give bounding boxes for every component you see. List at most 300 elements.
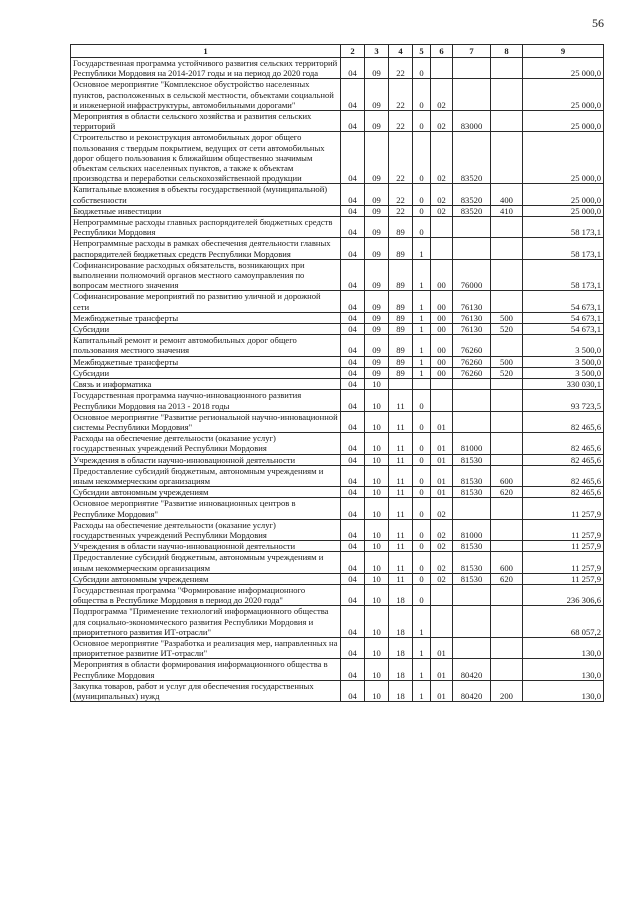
amount-cell: 58 173,1	[523, 238, 604, 259]
code-cell: 89	[389, 238, 413, 259]
code-cell: 10	[365, 379, 389, 390]
code-cell: 600	[491, 552, 523, 573]
code-cell: 500	[491, 312, 523, 323]
amount-cell: 130,0	[523, 659, 604, 680]
amount-cell: 11 257,9	[523, 498, 604, 519]
row-name-cell: Связь и информатика	[71, 379, 341, 390]
code-cell: 01	[431, 454, 453, 465]
row-name-cell: Софинансирование расходных обязательств, возникающих при выполнении полномочий органов местного самоуправления по вопросам местного значения	[71, 259, 341, 291]
table-row	[71, 184, 604, 205]
row-name-cell: Государственная программа "Формирование информационного общества в Республике Мордовия в период до 2020 года"	[71, 584, 341, 605]
code-cell: 10	[365, 606, 389, 638]
amount-cell: 93 723,5	[523, 390, 604, 411]
row-name-cell: Учреждения в области научно-инновационной деятельности	[71, 541, 341, 552]
table-row	[71, 324, 604, 335]
code-cell	[431, 606, 453, 638]
code-cell: 18	[389, 637, 413, 658]
column-header: 1	[71, 45, 341, 58]
code-cell: 09	[365, 205, 389, 216]
code-cell: 04	[341, 312, 365, 323]
table-row	[71, 379, 604, 390]
amount-cell: 25 000,0	[523, 111, 604, 132]
code-cell: 10	[365, 433, 389, 454]
code-cell: 89	[389, 367, 413, 378]
code-cell: 0	[413, 205, 431, 216]
code-cell	[453, 238, 491, 259]
table-row	[71, 637, 604, 658]
code-cell: 04	[341, 238, 365, 259]
code-cell: 1	[413, 291, 431, 312]
code-cell	[431, 238, 453, 259]
amount-cell: 330 030,1	[523, 379, 604, 390]
code-cell: 11	[389, 390, 413, 411]
row-name-cell: Мероприятия в области формирования информационного общества в Республике Мордовия	[71, 659, 341, 680]
code-cell: 83520	[453, 132, 491, 184]
table-row	[71, 606, 604, 638]
code-cell: 0	[413, 184, 431, 205]
row-name-cell: Субсидии автономным учреждениям	[71, 573, 341, 584]
code-cell	[453, 390, 491, 411]
table-row	[71, 205, 604, 216]
table-row	[71, 58, 604, 79]
code-cell: 09	[365, 367, 389, 378]
code-cell: 10	[365, 552, 389, 573]
code-cell: 620	[491, 487, 523, 498]
code-cell: 1	[413, 356, 431, 367]
code-cell	[453, 584, 491, 605]
code-cell	[491, 379, 523, 390]
code-cell: 04	[341, 584, 365, 605]
code-cell: 10	[365, 465, 389, 486]
code-cell: 09	[365, 291, 389, 312]
table-row	[71, 356, 604, 367]
code-cell: 00	[431, 356, 453, 367]
code-cell: 10	[365, 487, 389, 498]
amount-cell: 130,0	[523, 680, 604, 701]
row-name-cell: Бюджетные инвестиции	[71, 205, 341, 216]
budget-table	[70, 44, 604, 702]
code-cell: 01	[431, 487, 453, 498]
code-cell: 04	[341, 637, 365, 658]
code-cell: 02	[431, 79, 453, 111]
amount-cell: 82 465,6	[523, 465, 604, 486]
column-header: 4	[389, 45, 413, 58]
amount-cell: 3 500,0	[523, 367, 604, 378]
code-cell: 11	[389, 465, 413, 486]
code-cell: 04	[341, 217, 365, 238]
code-cell: 0	[413, 584, 431, 605]
code-cell: 89	[389, 312, 413, 323]
table-row	[71, 238, 604, 259]
code-cell	[413, 379, 431, 390]
amount-cell: 130,0	[523, 637, 604, 658]
code-cell	[491, 217, 523, 238]
row-name-cell: Основное мероприятие "Развитие региональной научно-инновационной системы Республики Мордовия"	[71, 411, 341, 432]
code-cell: 01	[431, 433, 453, 454]
table-row	[71, 573, 604, 584]
table-row	[71, 659, 604, 680]
code-cell	[491, 335, 523, 356]
code-cell: 04	[341, 379, 365, 390]
code-cell: 02	[431, 541, 453, 552]
code-cell: 89	[389, 356, 413, 367]
column-header: 2	[341, 45, 365, 58]
table-row	[71, 79, 604, 111]
code-cell: 11	[389, 487, 413, 498]
table-row	[71, 552, 604, 573]
table-row	[71, 519, 604, 540]
code-cell: 1	[413, 367, 431, 378]
code-cell: 83000	[453, 111, 491, 132]
code-cell: 10	[365, 637, 389, 658]
code-cell	[453, 606, 491, 638]
row-name-cell: Капитальные вложения в объекты государственной (муниципальной) собственности	[71, 184, 341, 205]
code-cell: 01	[431, 659, 453, 680]
code-cell: 1	[413, 637, 431, 658]
code-cell: 22	[389, 205, 413, 216]
table-row	[71, 312, 604, 323]
code-cell: 04	[341, 291, 365, 312]
code-cell: 10	[365, 390, 389, 411]
code-cell: 81530	[453, 465, 491, 486]
row-name-cell: Непрограммные расходы главных распорядителей бюджетных средств Республики Мордовия	[71, 217, 341, 238]
table-row	[71, 335, 604, 356]
column-header: 8	[491, 45, 523, 58]
code-cell: 1	[413, 259, 431, 291]
code-cell: 1	[413, 238, 431, 259]
code-cell: 10	[365, 584, 389, 605]
code-cell: 89	[389, 291, 413, 312]
code-cell: 89	[389, 324, 413, 335]
code-cell: 0	[413, 541, 431, 552]
code-cell	[491, 132, 523, 184]
table-row	[71, 411, 604, 432]
table-row	[71, 390, 604, 411]
code-cell	[491, 79, 523, 111]
table-row	[71, 487, 604, 498]
code-cell: 0	[413, 390, 431, 411]
code-cell: 01	[431, 637, 453, 658]
code-cell: 09	[365, 132, 389, 184]
row-name-cell: Предоставление субсидий бюджетным, автономным учреждениям и иным некоммерческим организациям	[71, 465, 341, 486]
code-cell: 0	[413, 58, 431, 79]
page-number: 56	[592, 16, 604, 30]
code-cell: 620	[491, 573, 523, 584]
code-cell: 00	[431, 312, 453, 323]
code-cell: 04	[341, 390, 365, 411]
code-cell: 600	[491, 465, 523, 486]
code-cell: 02	[431, 519, 453, 540]
code-cell: 04	[341, 184, 365, 205]
code-cell: 04	[341, 465, 365, 486]
row-name-cell: Основное мероприятие "Разработка и реализация мер, направленных на приоритетное развитие ИТ-отрасли"	[71, 637, 341, 658]
row-name-cell: Межбюджетные трансферты	[71, 312, 341, 323]
code-cell: 10	[365, 519, 389, 540]
amount-cell: 54 673,1	[523, 312, 604, 323]
code-cell: 22	[389, 111, 413, 132]
code-cell	[453, 637, 491, 658]
table-row	[71, 291, 604, 312]
code-cell: 09	[365, 312, 389, 323]
code-cell: 02	[431, 552, 453, 573]
code-cell	[491, 498, 523, 519]
table-row	[71, 367, 604, 378]
code-cell: 09	[365, 184, 389, 205]
code-cell: 04	[341, 541, 365, 552]
row-name-cell: Непрограммные расходы в рамках обеспечения деятельности главных распорядителей бюджетных средств Республики Мордовия	[71, 238, 341, 259]
code-cell: 04	[341, 205, 365, 216]
code-cell: 04	[341, 324, 365, 335]
code-cell	[431, 390, 453, 411]
row-name-cell: Мероприятия в области сельского хозяйства и развития сельских территорий	[71, 111, 341, 132]
code-cell: 11	[389, 498, 413, 519]
code-cell: 18	[389, 584, 413, 605]
amount-cell: 82 465,6	[523, 433, 604, 454]
column-header: 7	[453, 45, 491, 58]
code-cell: 04	[341, 659, 365, 680]
table-body	[71, 58, 604, 702]
code-cell: 01	[431, 411, 453, 432]
code-cell: 80420	[453, 659, 491, 680]
code-cell	[491, 454, 523, 465]
amount-cell: 236 306,6	[523, 584, 604, 605]
column-header: 9	[523, 45, 604, 58]
code-cell	[491, 433, 523, 454]
column-header: 6	[431, 45, 453, 58]
code-cell: 09	[365, 217, 389, 238]
code-cell: 81000	[453, 433, 491, 454]
row-name-cell: Основное мероприятие "Развитие инновационных центров в Республике Мордовия"	[71, 498, 341, 519]
amount-cell: 82 465,6	[523, 454, 604, 465]
code-cell: 04	[341, 79, 365, 111]
code-cell: 89	[389, 335, 413, 356]
row-name-cell: Субсидии автономным учреждениям	[71, 487, 341, 498]
row-name-cell: Капитальный ремонт и ремонт автомобильных дорог общего пользования местного значения	[71, 335, 341, 356]
table-row	[71, 111, 604, 132]
amount-cell: 25 000,0	[523, 58, 604, 79]
code-cell: 18	[389, 659, 413, 680]
code-cell: 11	[389, 552, 413, 573]
code-cell: 83520	[453, 184, 491, 205]
row-name-cell: Субсидии	[71, 324, 341, 335]
code-cell: 0	[413, 465, 431, 486]
code-cell	[491, 637, 523, 658]
code-cell: 400	[491, 184, 523, 205]
code-cell: 81530	[453, 541, 491, 552]
code-cell	[491, 58, 523, 79]
code-cell: 81000	[453, 519, 491, 540]
column-header: 3	[365, 45, 389, 58]
code-cell: 09	[365, 79, 389, 111]
code-cell: 22	[389, 132, 413, 184]
code-cell	[491, 519, 523, 540]
code-cell: 18	[389, 606, 413, 638]
code-cell: 0	[413, 519, 431, 540]
code-cell: 1	[413, 680, 431, 701]
table-row	[71, 680, 604, 701]
code-cell: 500	[491, 356, 523, 367]
amount-cell: 3 500,0	[523, 335, 604, 356]
code-cell	[491, 584, 523, 605]
code-cell: 04	[341, 433, 365, 454]
row-name-cell: Субсидии	[71, 367, 341, 378]
code-cell	[491, 411, 523, 432]
code-cell: 1	[413, 335, 431, 356]
row-name-cell: Подпрограмма "Применение технологий информационного общества для социально-экономического развития Республики Мордовия и приоритетного развития ИТ-отрасли"	[71, 606, 341, 638]
amount-cell: 25 000,0	[523, 205, 604, 216]
table-row	[71, 259, 604, 291]
code-cell	[491, 541, 523, 552]
code-cell	[453, 58, 491, 79]
code-cell: 76260	[453, 335, 491, 356]
code-cell	[431, 379, 453, 390]
code-cell	[431, 58, 453, 79]
column-header: 5	[413, 45, 431, 58]
row-name-cell: Межбюджетные трансферты	[71, 356, 341, 367]
code-cell: 81530	[453, 487, 491, 498]
code-cell: 04	[341, 519, 365, 540]
row-name-cell: Расходы на обеспечение деятельности (оказание услуг) государственных учреждений Республики Мордовия	[71, 519, 341, 540]
code-cell: 11	[389, 433, 413, 454]
code-cell: 04	[341, 680, 365, 701]
code-cell: 01	[431, 680, 453, 701]
table-row	[71, 465, 604, 486]
code-cell	[453, 411, 491, 432]
row-name-cell: Государственная программа научно-инновационного развития Республики Мордовия на 2013 - 2018 годы	[71, 390, 341, 411]
code-cell	[453, 379, 491, 390]
code-cell: 1	[413, 312, 431, 323]
amount-cell: 82 465,6	[523, 411, 604, 432]
code-cell: 11	[389, 573, 413, 584]
code-cell: 0	[413, 111, 431, 132]
code-cell: 10	[365, 573, 389, 584]
row-name-cell: Софинансирование мероприятий по развитию уличной и дорожной сети	[71, 291, 341, 312]
table-row	[71, 433, 604, 454]
code-cell: 0	[413, 132, 431, 184]
code-cell: 04	[341, 111, 365, 132]
amount-cell: 11 257,9	[523, 541, 604, 552]
code-cell: 04	[341, 487, 365, 498]
code-cell: 83520	[453, 205, 491, 216]
amount-cell: 68 057,2	[523, 606, 604, 638]
code-cell	[491, 291, 523, 312]
code-cell	[491, 390, 523, 411]
code-cell: 81530	[453, 573, 491, 584]
code-cell: 0	[413, 498, 431, 519]
amount-cell: 25 000,0	[523, 79, 604, 111]
amount-cell: 54 673,1	[523, 324, 604, 335]
code-cell: 04	[341, 259, 365, 291]
code-cell: 02	[431, 573, 453, 584]
code-cell: 04	[341, 335, 365, 356]
code-cell: 0	[413, 433, 431, 454]
amount-cell: 3 500,0	[523, 356, 604, 367]
code-cell: 00	[431, 367, 453, 378]
code-cell: 1	[413, 659, 431, 680]
code-cell: 10	[365, 411, 389, 432]
table-row	[71, 541, 604, 552]
code-cell: 09	[365, 335, 389, 356]
code-cell: 0	[413, 487, 431, 498]
amount-cell: 54 673,1	[523, 291, 604, 312]
table-row	[71, 217, 604, 238]
code-cell: 0	[413, 411, 431, 432]
amount-cell: 58 173,1	[523, 259, 604, 291]
code-cell: 02	[431, 184, 453, 205]
code-cell: 09	[365, 356, 389, 367]
code-cell: 22	[389, 184, 413, 205]
code-cell: 01	[431, 465, 453, 486]
code-cell: 76130	[453, 324, 491, 335]
code-cell: 09	[365, 58, 389, 79]
code-cell: 520	[491, 324, 523, 335]
code-cell	[491, 659, 523, 680]
code-cell: 10	[365, 541, 389, 552]
table-row	[71, 584, 604, 605]
code-cell: 04	[341, 454, 365, 465]
code-cell: 09	[365, 259, 389, 291]
code-cell: 0	[413, 79, 431, 111]
table-header-row	[71, 45, 604, 58]
code-cell: 00	[431, 259, 453, 291]
code-cell	[453, 498, 491, 519]
code-cell: 00	[431, 291, 453, 312]
code-cell: 02	[431, 498, 453, 519]
amount-cell: 25 000,0	[523, 184, 604, 205]
code-cell: 10	[365, 680, 389, 701]
code-cell: 76130	[453, 312, 491, 323]
code-cell	[389, 379, 413, 390]
code-cell: 11	[389, 541, 413, 552]
code-cell: 22	[389, 58, 413, 79]
code-cell: 11	[389, 454, 413, 465]
code-cell: 09	[365, 238, 389, 259]
row-name-cell: Государственная программа устойчивого развития сельских территорий Республики Мордовия на 2014-2017 годы и на период до 2020 года	[71, 58, 341, 79]
amount-cell: 58 173,1	[523, 217, 604, 238]
code-cell	[453, 217, 491, 238]
row-name-cell: Закупка товаров, работ и услуг для обеспечения государственных (муниципальных) нужд	[71, 680, 341, 701]
code-cell: 00	[431, 324, 453, 335]
code-cell: 10	[365, 659, 389, 680]
amount-cell: 25 000,0	[523, 132, 604, 184]
row-name-cell: Предоставление субсидий бюджетным, автономным учреждениям и иным некоммерческим организациям	[71, 552, 341, 573]
code-cell: 80420	[453, 680, 491, 701]
code-cell: 200	[491, 680, 523, 701]
code-cell: 0	[413, 454, 431, 465]
code-cell: 81530	[453, 552, 491, 573]
code-cell	[491, 111, 523, 132]
code-cell: 02	[431, 205, 453, 216]
code-cell	[431, 584, 453, 605]
code-cell: 04	[341, 132, 365, 184]
code-cell: 04	[341, 411, 365, 432]
code-cell: 02	[431, 111, 453, 132]
code-cell	[491, 606, 523, 638]
code-cell: 04	[341, 498, 365, 519]
code-cell: 00	[431, 335, 453, 356]
code-cell: 76130	[453, 291, 491, 312]
amount-cell: 11 257,9	[523, 552, 604, 573]
table-row	[71, 132, 604, 184]
code-cell: 0	[413, 217, 431, 238]
code-cell	[453, 79, 491, 111]
code-cell: 09	[365, 324, 389, 335]
code-cell: 76000	[453, 259, 491, 291]
table-row	[71, 498, 604, 519]
code-cell: 04	[341, 573, 365, 584]
amount-cell: 11 257,9	[523, 519, 604, 540]
code-cell: 520	[491, 367, 523, 378]
